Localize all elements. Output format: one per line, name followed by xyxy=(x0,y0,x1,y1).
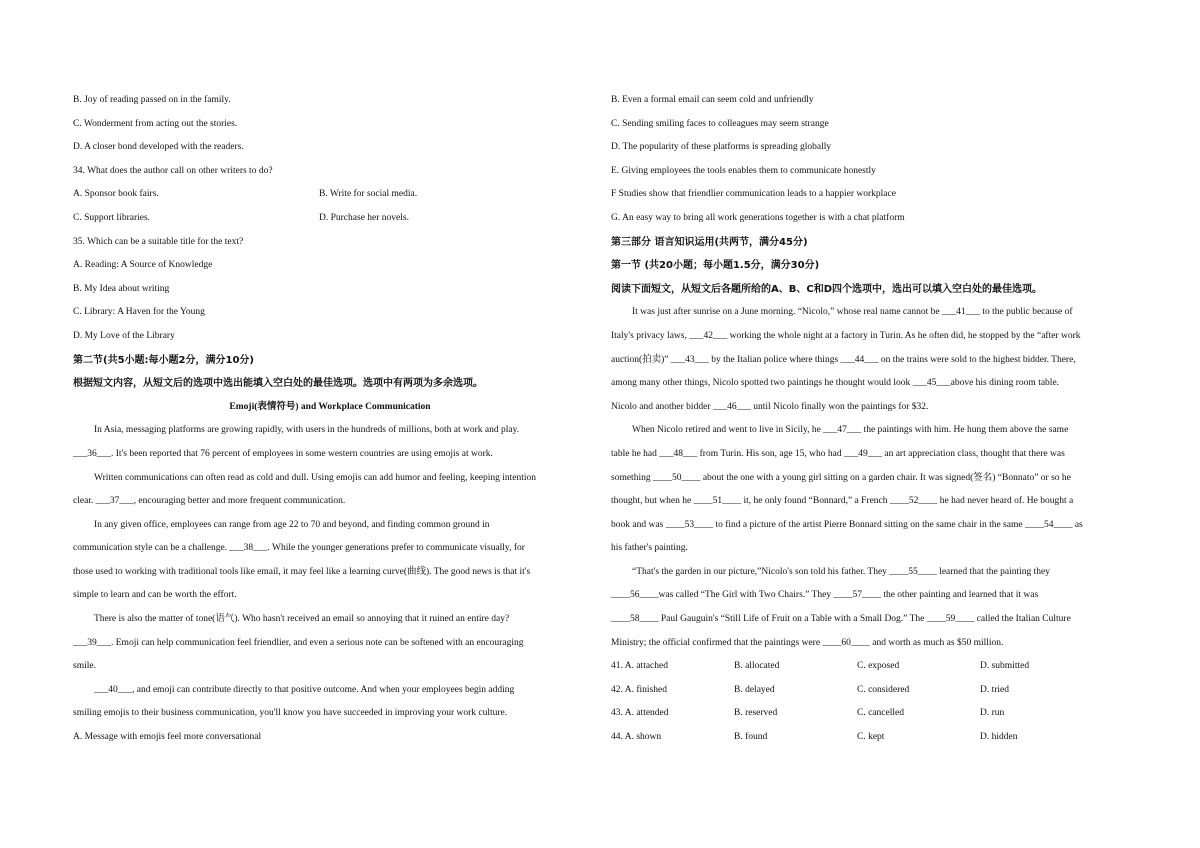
cloze-line: auction(拍卖)” ___43___ by the Italian police where things ___44___ on the trains were sold to the highest bidder. There, xyxy=(611,354,1076,365)
q34-options-row1 xyxy=(73,183,587,207)
q35-option-a: A. Reading: A Source of Knowledge xyxy=(73,260,213,271)
q34-option-d: D. Purchase her novels. xyxy=(319,212,409,223)
right-column xyxy=(611,89,1127,750)
q33-option-d: D. A closer bond developed with the readers. xyxy=(73,142,244,153)
passage-line: ___36___. It's been reported that 76 percent of employees in some western countries are using emojis at work. xyxy=(73,448,493,459)
passage-line: communication style can be a challenge. ___38___. While the younger generations prefer to communicate visually, for xyxy=(73,543,525,554)
q33-option-c: C. Wonderment from acting out the stories. xyxy=(73,118,238,129)
cloze-line: Nicolo and another bidder ___46___ until Nicolo finally won the paintings for $32. xyxy=(611,401,929,412)
q44-option-d: D. hidden xyxy=(980,732,1018,743)
cloze-line: It was just after sunrise on a June morning. “Nicolo,” whose real name cannot be ___41___ to the public because of xyxy=(632,307,1073,318)
passage-line: ___39___. Emoji can help communication feel friendlier, and even a serious note can be softened with an encouraging xyxy=(73,637,524,648)
cloze-line: book and was ____53____ to find a picture of the artist Pierre Bonnard sitting on the same chair in the same ____54____ as xyxy=(611,519,1083,530)
q42-option-c: C. considered xyxy=(857,684,910,695)
cloze-line: “That's the garden in our picture,”Nicolo's son told his father. They ____55____ learned that the painting they xyxy=(632,566,1050,577)
q44-option-c: C. kept xyxy=(857,732,885,743)
q41-option-d: D. submitted xyxy=(980,661,1030,672)
section1-instructions: 阅读下面短文，从短文后各题所给的A、B、C和D四个选项中，选出可以填入空白处的最佳选项。 xyxy=(611,283,1043,295)
section2-heading: 第二节(共5小题:每小题2分，满分10分) xyxy=(73,354,254,366)
q42-option-b: B. delayed xyxy=(734,684,775,695)
section2-instructions: 根据短文内容，从短文后的选项中选出能填入空白处的最佳选项。选项中有两项为多余选项。 xyxy=(73,378,483,390)
q42-option-a: 42. A. finished xyxy=(611,684,667,695)
q44-option-a: 44. A. shown xyxy=(611,732,662,743)
passage-line: smiling emojis to their business communication, you'll know you have succeeded in improving your work culture. xyxy=(73,708,508,719)
cloze-line: among many other things, Nicolo spotted two paintings he thought would look ___45___above his dining room table. xyxy=(611,378,1060,389)
q43-option-b: B. reserved xyxy=(734,708,778,719)
option-b: B. Even a formal email can seem cold and unfriendly xyxy=(611,95,814,105)
passage-line: There is also the matter of tone(语气). Who hasn't received an email so annoying that it ruined an entire day? xyxy=(94,614,510,625)
q42-option-d: D. tried xyxy=(980,684,1010,695)
q41-options xyxy=(611,655,1127,679)
cloze-line: Italy's privacy laws, ___42___ working the whole night at a factory in Turin. As he often did, he stopped by the “after work xyxy=(611,330,1081,341)
q43-option-a: 43. A. attended xyxy=(611,708,669,719)
cloze-line: ____56____was called “The Girl with Two Chairs.” They ____57____ the other painting and learned that it was xyxy=(611,590,1039,601)
q35-option-d: D. My Love of the Library xyxy=(73,330,175,341)
passage-line: In any given office, employees can range from age 22 to 70 and beyond, and finding common ground in xyxy=(94,519,490,530)
passage-line: Written communications can often read as cold and dull. Using emojis can add humor and feeling, keeping intention xyxy=(94,472,537,483)
q33-option-b: B. Joy of reading passed on in the family. xyxy=(73,95,231,105)
q43-option-c: C. cancelled xyxy=(857,708,904,719)
q34-stem: 34. What does the author call on other writers to do? xyxy=(73,165,273,176)
q43-options xyxy=(611,702,1127,726)
left-column xyxy=(73,89,587,750)
cloze-line: ____58____ Paul Gauguin's “Still Life of Fruit on a Table with a Small Dog.” The ____59____ called the Italian Culture xyxy=(611,614,1071,625)
q35-option-c: C. Library: A Haven for the Young xyxy=(73,307,205,318)
passage-title: Emoji(表情符号) and Workplace Communication xyxy=(229,401,431,412)
option-g: G. An easy way to bring all work generations together is with a chat platform xyxy=(611,212,905,223)
option-c: C. Sending smiling faces to colleagues may seem strange xyxy=(611,118,829,129)
q44-option-b: B. found xyxy=(734,732,768,743)
cloze-line: Ministry; the official confirmed that the paintings were ____60____ and worth as much as $50 million. xyxy=(611,637,1004,648)
q41-option-a: 41. A. attached xyxy=(611,661,668,672)
q35-option-b: B. My Idea about writing xyxy=(73,283,170,294)
passage-line: ___40___, and emoji can contribute directly to that positive outcome. And when your employees begin adding xyxy=(94,684,515,695)
q34-option-a: A. Sponsor book fairs. xyxy=(73,189,159,200)
q41-option-c: C. exposed xyxy=(857,661,900,672)
passage-line: clear. ___37___, encouraging better and more frequent communication. xyxy=(73,496,346,507)
passage-line: In Asia, messaging platforms are growing rapidly, with users in the hundreds of millions, both at work and play. xyxy=(94,425,520,436)
option-d: D. The popularity of these platforms is spreading globally xyxy=(611,142,832,153)
q34-option-c: C. Support libraries. xyxy=(73,212,151,223)
cloze-line: table he had ___48___ from Turin. His son, age 15, who had ___49___ an art appreciation class, thought that there was xyxy=(611,448,1065,459)
q44-options xyxy=(611,726,1127,750)
option-f: F Studies show that friendlier communication leads to a happier workplace xyxy=(611,189,896,200)
passage-line: smile. xyxy=(73,661,96,672)
q34-option-b: B. Write for social media. xyxy=(319,189,418,200)
cloze-line: his father's painting. xyxy=(611,543,688,554)
q42-options xyxy=(611,679,1127,703)
part3-heading: 第三部分 语言知识运用(共两节，满分45分) xyxy=(611,236,808,248)
cloze-line: When Nicolo retired and went to live in Sicily, he ___47___ the paintings with him. He hung them above the same xyxy=(632,425,1069,436)
option-a: A. Message with emojis feel more conversational xyxy=(73,732,262,743)
passage-line: those used to working with traditional tools like email, it may feel like a learning curve(曲线). The good news is that it's xyxy=(73,566,531,577)
q35-stem: 35. Which can be a suitable title for the text? xyxy=(73,236,244,247)
cloze-line: thought, but when he ____51____ it, he only found “Bonnard,” a French ____52____ he had never heard of. He bought a xyxy=(611,496,1074,507)
q43-option-d: D. run xyxy=(980,708,1005,719)
passage-line: simple to learn and can be worth the effort. xyxy=(73,590,237,601)
q41-option-b: B. allocated xyxy=(734,661,780,672)
section1-heading: 第一节 (共20小题；每小题1.5分，满分30分) xyxy=(611,260,820,272)
q34-options-row2 xyxy=(73,207,587,231)
cloze-line: something ____50____ about the one with a young girl sitting on a garden chair. It was signed(签名) “Bonnato” or so he xyxy=(611,472,1071,483)
option-e: E. Giving employees the tools enables them to communicate honestly xyxy=(611,165,876,176)
